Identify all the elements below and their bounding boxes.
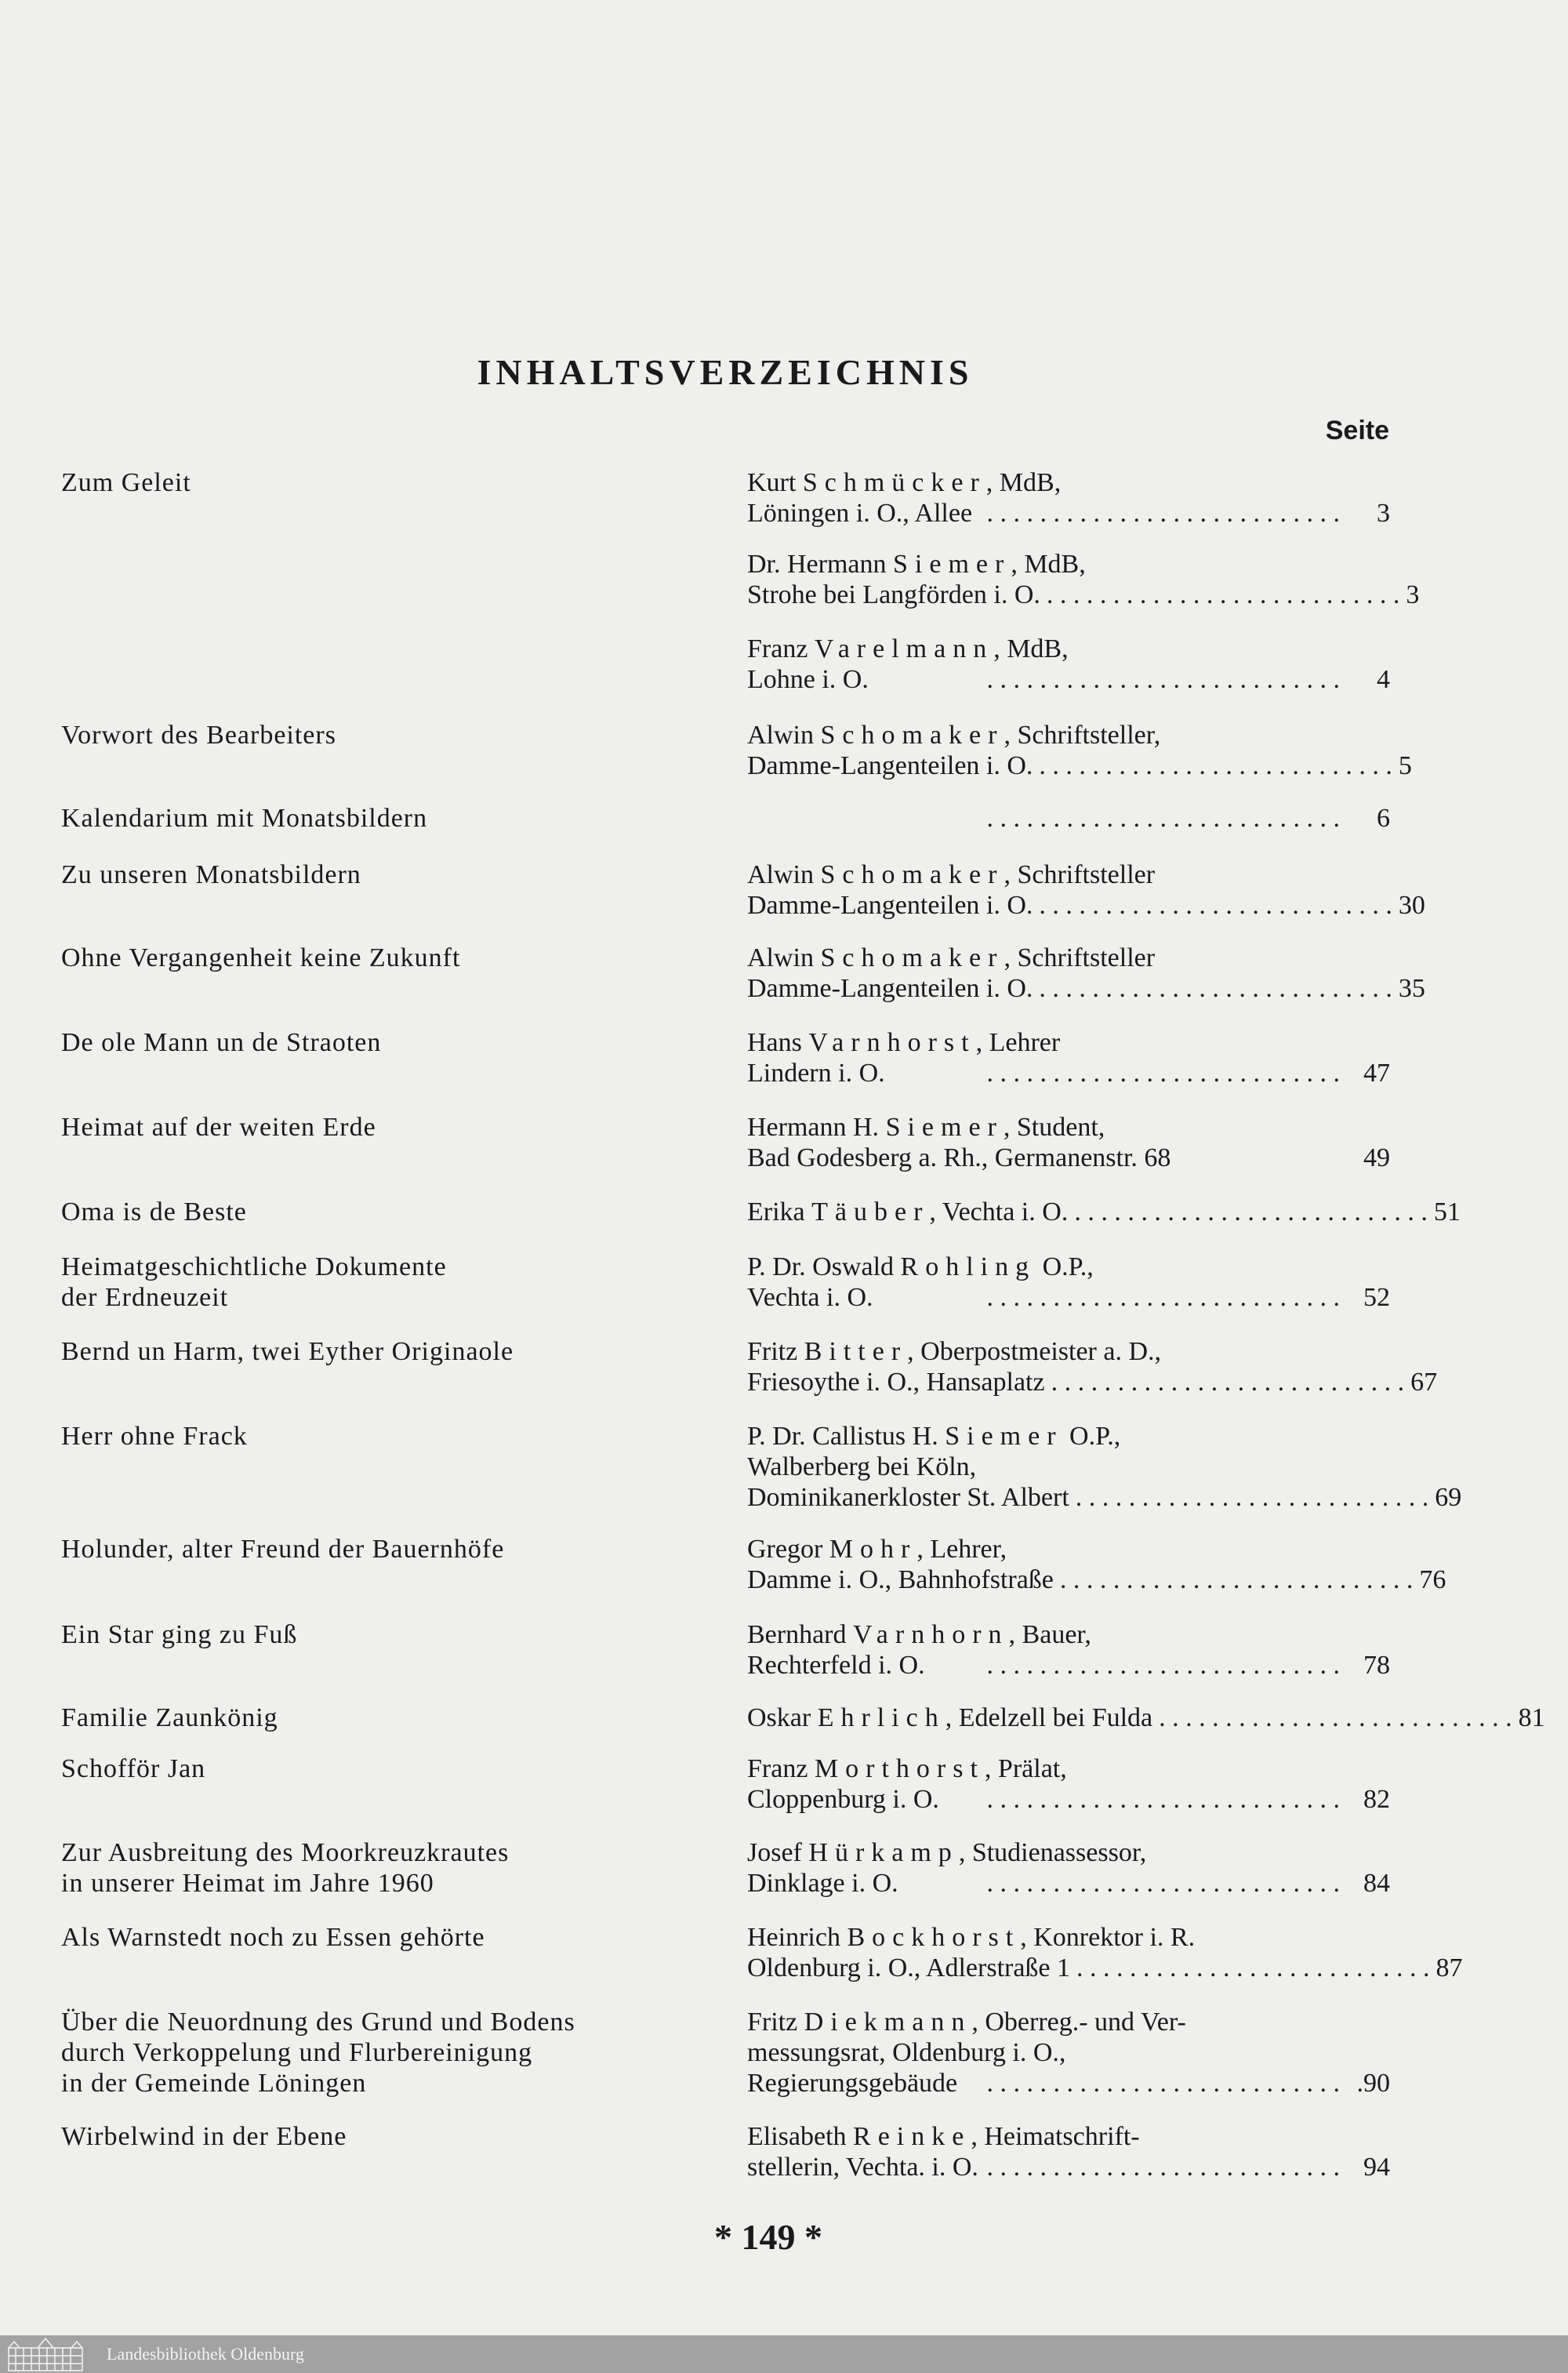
entry-author: [747, 549, 1420, 610]
entry-author: [747, 1112, 1390, 1173]
author-title: , Bauer,: [1008, 1620, 1091, 1649]
author-location: Regierungsgebäude: [747, 2069, 958, 2098]
author-title: , Lehrer: [975, 1028, 1061, 1057]
entry-author: [747, 1421, 1462, 1513]
author-last-line: [747, 973, 1425, 1004]
author-location: stellerin, Vechta. i. O.: [747, 2153, 978, 2182]
entry-title: [61, 803, 735, 834]
author-title: , Prälat,: [984, 1754, 1067, 1783]
author-location: Cloppenburg i. O.: [747, 1785, 939, 1814]
page-reference: 82: [1363, 1785, 1390, 1814]
author-surname: Morthorst: [814, 1754, 985, 1783]
entry-author: [747, 634, 1390, 695]
page-column-header: Seite: [1325, 416, 1389, 445]
leader-dots: . . . . . . . . . . . . . . . . . . . . . . . . . . .: [986, 1869, 1340, 1898]
author-surname: Ehrlich: [817, 1703, 946, 1732]
entry-title: [61, 2007, 735, 2099]
leader-dots: . . . . . . . . . . . . . . . . . . . . . . . . . . .: [1075, 1483, 1429, 1512]
author-title: , Edelzell bei Fulda: [945, 1703, 1153, 1732]
entry-author: [747, 1336, 1438, 1397]
entry-title: [61, 1197, 735, 1227]
leader-dots: . . . . . . . . . . . . . . . . . . . . . . . . . . .: [986, 1651, 1340, 1680]
author-last-line: [747, 1784, 1390, 1815]
page-reference: 67: [1410, 1368, 1438, 1397]
author-prename: Franz: [747, 1754, 808, 1783]
author-location: Löningen i. O., Allee: [747, 499, 973, 528]
author-location: Dominikanerkloster St. Albert: [747, 1483, 1069, 1512]
author-prename: Heinrich: [747, 1923, 840, 1952]
page-reference: 3: [1406, 580, 1420, 609]
author-line: [747, 1112, 1390, 1143]
author-title: O.P.,: [1062, 1422, 1121, 1451]
author-title: , MdB,: [1011, 550, 1086, 579]
author-line: [747, 1837, 1390, 1868]
entry-title-line: Herr ohne Frack: [61, 1422, 248, 1451]
author-surname: Varelmann: [814, 634, 994, 663]
author-line: [747, 1027, 1390, 1058]
author-location: Damme-Langenteilen i. O.: [747, 974, 1033, 1003]
leader-dots: . . . . . . . . . . . . . . . . . . . . . . . . . . .: [1039, 974, 1392, 1003]
author-surname: Schomaker: [820, 943, 1004, 972]
author-prename: Hermann H.: [747, 1113, 880, 1142]
entry-author: [747, 859, 1425, 921]
entry-title-line: Oma is de Beste: [61, 1197, 247, 1226]
page-reference: 81: [1518, 1703, 1545, 1732]
author-line: [747, 1753, 1390, 1784]
author-line: [747, 1252, 1390, 1282]
author-line: messungsrat, Oldenburg i. O.,: [747, 2038, 1066, 2067]
author-surname: Bockhorst: [847, 1923, 1021, 1952]
leader-dots: . . . . . . . . . . . . . . . . . . . . . . . . . . .: [986, 499, 1340, 528]
author-line: [747, 2007, 1390, 2037]
author-line: [747, 1421, 1390, 1452]
entry-title: [61, 1753, 735, 1784]
author-last-line: [747, 1482, 1462, 1513]
author-location: Bad Godesberg a. Rh., Germanenstr. 68: [747, 1143, 1171, 1172]
author-prename: Franz: [747, 634, 808, 663]
entry-title: [61, 1619, 735, 1650]
entry-author: [747, 1027, 1390, 1088]
author-title: , Oberpostmeister a. D.,: [907, 1337, 1162, 1366]
author-last-line: [747, 803, 1390, 834]
page-reference: 49: [1363, 1143, 1390, 1172]
author-title: O.P.,: [1036, 1252, 1094, 1281]
entry-title-line: in unserer Heimat im Jahre 1960: [61, 1869, 434, 1898]
author-last-line: [747, 1703, 1545, 1733]
entry-title-line: Über die Neuordnung des Grund und Bodens: [61, 2008, 575, 2037]
leader-dots: . . . . . . . . . . . . . . . . . . . . . . . . . . .: [986, 665, 1340, 694]
author-last-line: [747, 1143, 1390, 1173]
page-reference: 94: [1363, 2153, 1390, 2182]
author-surname: Schomaker: [820, 860, 1004, 889]
leader-dots: . . . . . . . . . . . . . . . . . . . . . . . . . . .: [1051, 1368, 1405, 1397]
author-prename: Alwin: [747, 721, 814, 750]
author-line: [747, 1336, 1390, 1367]
entry-author: [747, 720, 1412, 781]
author-title: , Schriftsteller: [1004, 860, 1156, 889]
author-location: Lohne i. O.: [747, 665, 869, 694]
entry-author: [747, 2007, 1390, 2099]
author-title: , Student,: [1003, 1113, 1105, 1142]
entry-title: [61, 1534, 735, 1564]
author-last-line: [747, 1564, 1446, 1595]
entry-title: [61, 1703, 735, 1733]
author-title: , Schriftsteller,: [1004, 721, 1161, 750]
author-line: [747, 1619, 1390, 1650]
author-last-line: [747, 498, 1390, 529]
page-number: * 149 *: [714, 2217, 822, 2257]
leader-dots: . . . . . . . . . . . . . . . . . . . . . . . . . . .: [1076, 1953, 1430, 1982]
author-prename: Alwin: [747, 943, 814, 972]
page-title: INHALTSVERZEICHNIS: [477, 352, 974, 392]
leader-dots: . . . . . . . . . . . . . . . . . . . . . . . . . . .: [986, 2153, 1340, 2182]
author-line: [747, 859, 1390, 890]
page-reference: 51: [1433, 1197, 1461, 1226]
author-last-line: [747, 890, 1425, 921]
library-footer-bar: [0, 2335, 1568, 2373]
entry-title-line: Ein Star ging zu Fuß: [61, 1620, 298, 1649]
author-location: Friesoythe i. O., Hansaplatz: [747, 1368, 1045, 1397]
entry-title: [61, 943, 735, 973]
author-location: Oldenburg i. O., Adlerstraße 1: [747, 1953, 1071, 1982]
entry-author: [747, 467, 1390, 529]
author-surname: Reinke: [853, 2122, 971, 2151]
author-prename: Elisabeth: [747, 2122, 847, 2151]
library-building-logo: [6, 2337, 85, 2371]
author-prename: Fritz: [747, 1337, 798, 1366]
entry-title-line: De ole Mann un de Straoten: [61, 1028, 382, 1057]
author-location: Damme i. O., Bahnhofstraße: [747, 1565, 1054, 1594]
entry-author: [747, 803, 1390, 834]
author-prename: Gregor: [747, 1535, 823, 1564]
entry-author: [747, 1753, 1390, 1815]
author-title: , Studienassessor,: [958, 1838, 1147, 1867]
author-prename: Dr. Hermann: [747, 550, 887, 579]
author-line: Walberberg bei Köln,: [747, 1452, 977, 1481]
leader-dots: . . . . . . . . . . . . . . . . . . . . . . . . . . .: [1046, 580, 1400, 609]
library-name: Landesbibliothek Oldenburg: [107, 2344, 304, 2364]
page-reference: 78: [1363, 1651, 1390, 1680]
entry-title: [61, 1837, 735, 1899]
entry-author: [747, 943, 1425, 1004]
author-last-line: [747, 1650, 1390, 1681]
author-surname: Schomaker: [820, 721, 1004, 750]
author-last-line: [747, 2068, 1390, 2099]
author-line: [747, 1703, 1152, 1733]
author-title: , Schriftsteller: [1004, 943, 1156, 972]
author-line: [747, 634, 1390, 664]
author-surname: Rohling: [900, 1252, 1036, 1281]
leader-dots: . . . . . . . . . . . . . . . . . . . . . . . . . . .: [986, 1785, 1340, 1814]
author-prename: Josef: [747, 1838, 802, 1867]
entry-title-line: Zum Geleit: [61, 468, 191, 497]
author-last-line: [747, 1282, 1390, 1313]
entry-title: [61, 1336, 735, 1367]
entry-title-line: Heimat auf der weiten Erde: [61, 1113, 376, 1142]
page-reference: 47: [1363, 1059, 1390, 1088]
leader-dots: . . . . . . . . . . . . . . . . . . . . . . . . . . .: [986, 2069, 1340, 2098]
author-location: Rechterfeld i. O.: [747, 1651, 925, 1680]
entry-author: [747, 1197, 1461, 1227]
author-location: Strohe bei Langförden i. O.: [747, 580, 1040, 609]
entry-title: [61, 859, 735, 890]
author-surname: Varnhorn: [853, 1620, 1009, 1649]
entry-title-line: Kalendarium mit Monatsbildern: [61, 804, 428, 833]
author-line: [747, 943, 1390, 973]
entry-title-line: Bernd un Harm, twei Eyther Originaole: [61, 1337, 514, 1366]
author-last-line: [747, 750, 1412, 781]
author-surname: Hürkamp: [808, 1838, 959, 1867]
entry-title-line: Als Warnstedt noch zu Essen gehörte: [61, 1923, 485, 1952]
author-title: , Oberreg.- und Ver-: [971, 2008, 1186, 2037]
page-reference: 87: [1436, 1953, 1463, 1982]
page-reference: 3: [1377, 499, 1390, 528]
entry-author: [747, 1534, 1446, 1595]
author-last-line: [747, 2152, 1390, 2182]
author-last-line: [747, 1367, 1438, 1397]
leader-dots: . . . . . . . . . . . . . . . . . . . . . . . . . . .: [986, 804, 1340, 833]
page-reference: 76: [1419, 1565, 1446, 1594]
entry-author: [747, 1922, 1463, 1983]
page-reference: 6: [1377, 804, 1390, 833]
page-reference: 30: [1398, 891, 1425, 920]
author-location: Dinklage i. O.: [747, 1869, 898, 1898]
page-reference: 35: [1398, 974, 1425, 1003]
author-line: [747, 549, 1390, 580]
entry-title-line: Zur Ausbreitung des Moorkreuzkrautes: [61, 1838, 510, 1867]
author-title: , Heimatschrift-: [971, 2122, 1140, 2151]
author-line: [747, 467, 1390, 498]
leader-dots: . . . . . . . . . . . . . . . . . . . . . . . . . . .: [1059, 1565, 1414, 1594]
entry-title-line: Schofför Jan: [61, 1754, 206, 1783]
page-reference: 69: [1435, 1483, 1462, 1512]
entry-title-line: Heimatgeschichtliche Dokumente: [61, 1252, 447, 1281]
author-prename: Hans: [747, 1028, 802, 1057]
author-location: Lindern i. O.: [747, 1059, 885, 1088]
author-line: [747, 1534, 1390, 1564]
page-reference: 4: [1377, 665, 1390, 694]
author-prename: Erika: [747, 1197, 805, 1226]
author-prename: Fritz: [747, 2008, 798, 2037]
author-title: , MdB,: [985, 468, 1062, 497]
author-prename: Alwin: [747, 860, 814, 889]
author-surname: Mohr: [829, 1535, 917, 1564]
author-surname: Siemer: [945, 1422, 1063, 1451]
author-title: , Konrektor i. R.: [1020, 1923, 1196, 1952]
entry-author: [747, 1619, 1390, 1681]
entry-title: [61, 2121, 735, 2152]
author-prename: Oskar: [747, 1703, 811, 1732]
author-title: , Lehrer,: [916, 1535, 1007, 1564]
author-last-line: [747, 1197, 1461, 1227]
entry-title: [61, 1252, 735, 1313]
page-reference: .90: [1356, 2069, 1390, 2098]
author-line: [747, 720, 1390, 750]
entry-author: [747, 1703, 1545, 1733]
page-reference: 5: [1398, 751, 1412, 780]
author-line: [747, 2121, 1390, 2152]
author-last-line: [747, 580, 1420, 610]
entry-title: [61, 720, 735, 750]
author-last-line: [747, 1058, 1390, 1088]
author-last-line: [747, 1868, 1390, 1899]
leader-dots: . . . . . . . . . . . . . . . . . . . . . . . . . . .: [1159, 1703, 1512, 1732]
entry-title-line: Ohne Vergangenheit keine Zukunft: [61, 943, 461, 972]
author-last-line: [747, 1953, 1463, 1983]
entry-author: [747, 1837, 1390, 1899]
author-title: , Vechta i. O.: [929, 1197, 1069, 1226]
entry-title: [61, 467, 735, 498]
author-prename: Bernhard: [747, 1620, 847, 1649]
entry-title-line: Zu unseren Monatsbildern: [61, 860, 361, 889]
leader-dots: . . . . . . . . . . . . . . . . . . . . . . . . . . .: [1074, 1197, 1428, 1226]
entry-title: [61, 1027, 735, 1058]
entry-title: [61, 1112, 735, 1143]
page-reference: 52: [1363, 1283, 1390, 1312]
author-surname: Bitter: [804, 1337, 908, 1366]
leader-dots: . . . . . . . . . . . . . . . . . . . . . . . . . . .: [1039, 891, 1392, 920]
author-line: [747, 1197, 1068, 1227]
author-prename: Kurt: [747, 468, 797, 497]
author-surname: Varnhorst: [808, 1028, 976, 1057]
author-prename: P. Dr. Oswald: [747, 1252, 895, 1281]
author-line: [747, 1922, 1390, 1953]
author-title: , MdB,: [993, 634, 1069, 663]
entry-title-line: durch Verkoppelung und Flurbereinigung: [61, 2038, 533, 2067]
author-location: Damme-Langenteilen i. O.: [747, 891, 1033, 920]
entry-author: [747, 2121, 1390, 2182]
author-surname: Täuber: [811, 1197, 930, 1226]
entry-title-line: Holunder, alter Freund der Bauernhöfe: [61, 1535, 505, 1564]
leader-dots: . . . . . . . . . . . . . . . . . . . . . . . . . . .: [986, 1283, 1340, 1312]
page-reference: 84: [1363, 1869, 1390, 1898]
entry-title-line: Wirbelwind in der Ebene: [61, 2122, 347, 2151]
entry-title-line: in der Gemeinde Löningen: [61, 2069, 367, 2098]
author-surname: Siemer: [893, 550, 1011, 579]
author-last-line: [747, 664, 1390, 695]
author-location: Vechta i. O.: [747, 1283, 873, 1312]
entry-title: [61, 1922, 735, 1953]
author-location: Damme-Langenteilen i. O.: [747, 751, 1033, 780]
entry-title-line: Familie Zaunkönig: [61, 1703, 278, 1732]
author-surname: Diekmann: [804, 2008, 972, 2037]
entry-title: [61, 1421, 735, 1452]
author-surname: Schmücker: [802, 468, 986, 497]
leader-dots: . . . . . . . . . . . . . . . . . . . . . . . . . . .: [986, 1059, 1340, 1088]
entry-author: [747, 1252, 1390, 1313]
author-surname: Siemer: [885, 1113, 1004, 1142]
leader-dots: . . . . . . . . . . . . . . . . . . . . . . . . . . .: [1039, 751, 1392, 780]
entry-title-line: der Erdneuzeit: [61, 1283, 229, 1312]
entry-title-line: Vorwort des Bearbeiters: [61, 721, 336, 750]
author-prename: P. Dr. Callistus H.: [747, 1422, 938, 1451]
